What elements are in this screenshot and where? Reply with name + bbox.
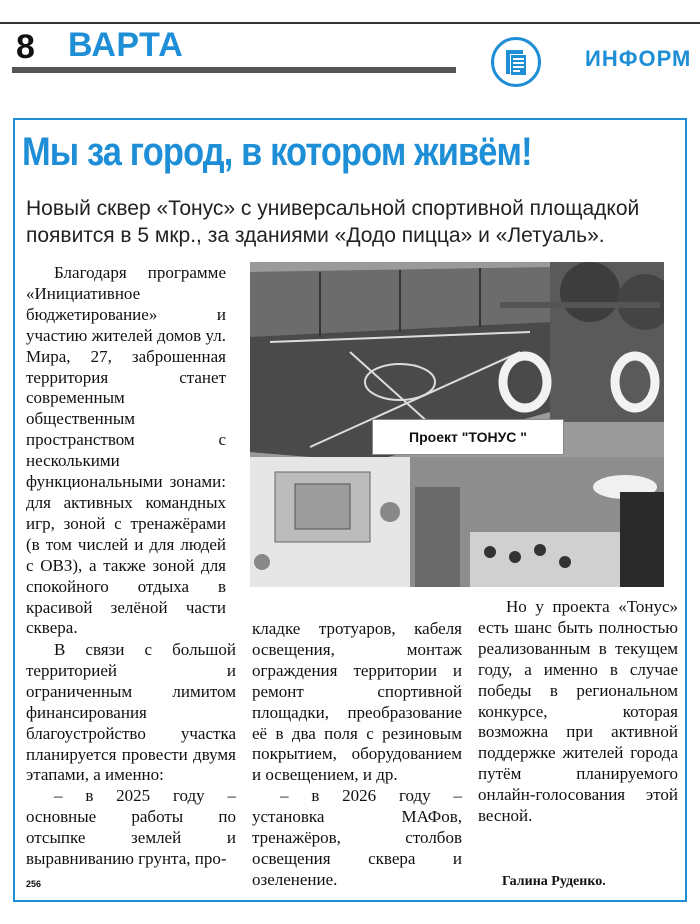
document-glyph [501, 47, 531, 77]
tree [560, 262, 620, 322]
header-rule [12, 67, 456, 73]
page-code: 256 [26, 879, 42, 889]
checkers-board [470, 532, 630, 587]
person [620, 492, 664, 587]
plan-tree [380, 502, 400, 522]
article-lead: Новый сквер «Тонус» с универсальной спортивной площадкой появится в 5 мкр., за зданиями «Додо пицца» и «Летуаль». [26, 197, 640, 247]
plan-court [295, 484, 350, 529]
article-headline: Мы за город, в котором живём! [22, 130, 532, 174]
column-1-bottom [26, 640, 236, 870]
paragraph: Но у проекта «Тонус» есть шанс быть полностью реализованным в текущем году, а именно в случае победы в региональном конкурсе, которая возможна при активной поддержке жителей города путём планируемого онлайн-голосования этой весной. [478, 597, 678, 826]
paragraph: – в 2026 году – установка МАФов, тренажёров, столбов освещения сквера и озеленение. [252, 786, 462, 889]
section-label: ИНФОРМ [585, 46, 692, 71]
plan-tree [254, 554, 270, 570]
column-3 [478, 597, 678, 827]
newspaper-brand: ВАРТА [68, 26, 184, 64]
photo-caption: Проект "ТОНУС " [372, 419, 564, 455]
paragraph: кладке тротуаров, кабеля освещения, монтаж ограждения территории и ремонт спортивной площадки, преобразование её в два поля с резиновым покрытием, оборудованием и освещением, и др. [252, 619, 462, 785]
column-1-top [26, 263, 226, 639]
swing-frame [500, 302, 660, 308]
document-icon [491, 37, 541, 87]
paragraph: – в 2025 году – основные работы по отсыпке землей и выравниванию грунта, про- [26, 786, 236, 869]
author-signature: Галина Руденко. [502, 874, 606, 889]
person [415, 487, 460, 587]
paragraph: Благодаря программе «Инициативное бюджетирование» и участию жителей домов ул. Мира, 27, заброшенная территория станет современным общественным пространством с несколькими функциональными зонами: для активных командных игр, зоной с тренажёрами (в том числей и для людей с ОВЗ), а также зоной для спокойного отдыха в красивой зелёной части сквера. [26, 263, 226, 638]
top-rule [0, 22, 700, 24]
paragraph: В связи с большой территорией и ограниченным лимитом финансирования благоустройство участка планируется провести двумя этапами, а именно: [26, 640, 236, 785]
page-number: 8 [16, 28, 35, 66]
column-2 [252, 619, 462, 891]
